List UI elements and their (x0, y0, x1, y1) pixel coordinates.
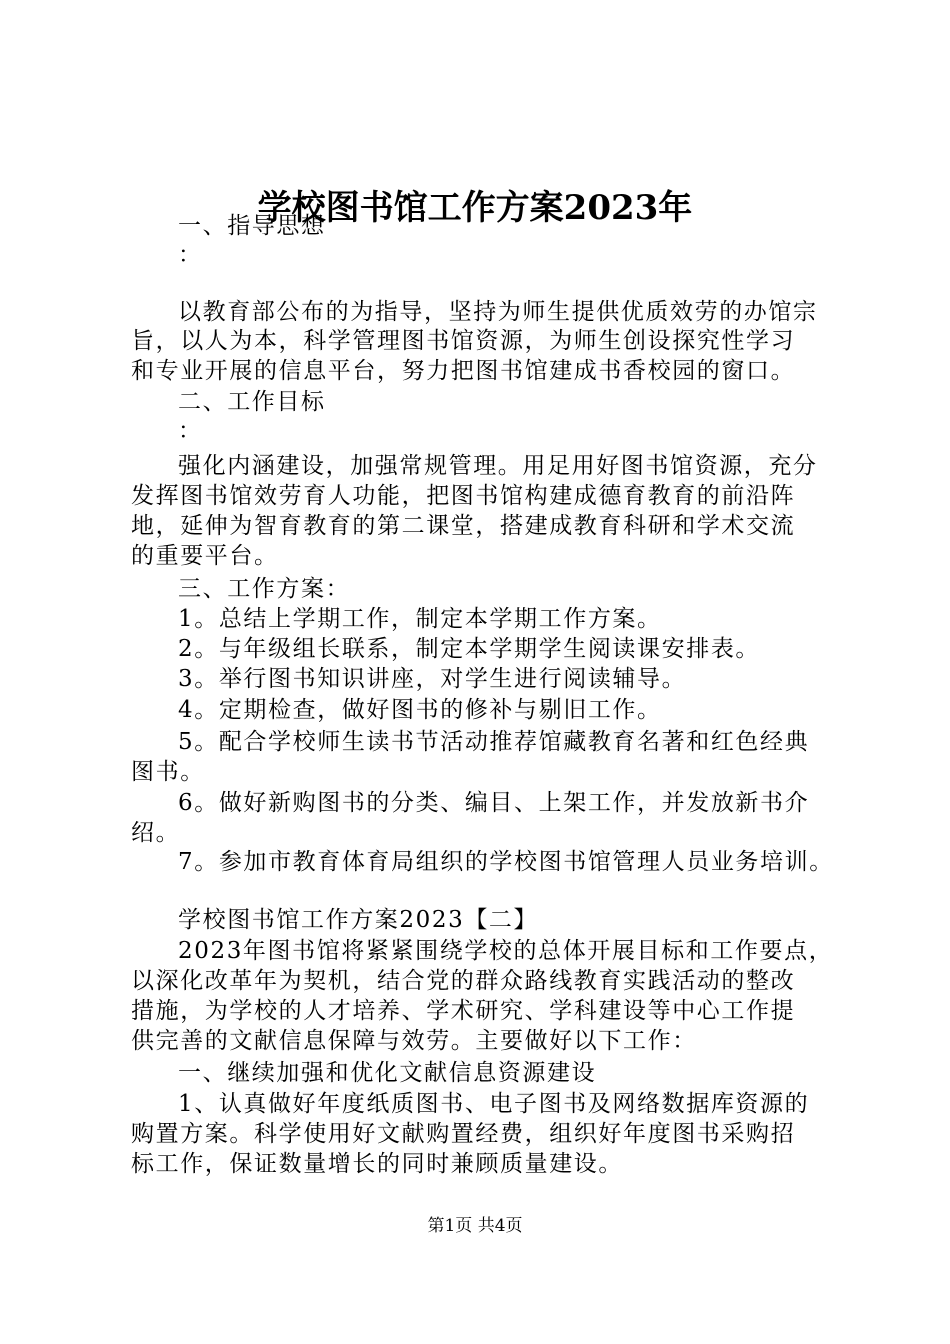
list-item: 5。配合学校师生读书节活动推荐馆藏教育名著和红色经典 (178, 729, 810, 755)
section-heading-guiding-ideology: 一、指导思想 (178, 213, 326, 239)
list-item: 1。总结上学期工作，制定本学期工作方案。 (178, 606, 662, 632)
colon-line: ： (178, 418, 203, 444)
list-item: 2。与年级组长联系，制定本学期学生阅读课安排表。 (178, 636, 761, 662)
section-heading-work-goals: 二、工作目标 (178, 389, 326, 415)
paragraph-line: 的重要平台。 (131, 543, 279, 569)
list-item-continuation: 绍。 (131, 820, 181, 846)
paragraph-line: 购置方案。科学使用好文献购置经费，组织好年度图书采购招 (131, 1121, 796, 1147)
paragraph-line: 发挥图书馆效劳育人功能，把图书馆构建成德育教育的前沿阵 (131, 483, 796, 509)
list-item: 4。定期检查，做好图书的修补与剔旧工作。 (178, 697, 662, 723)
paragraph-line: 旨，以人为本，科学管理图书馆资源，为师生创设探究性学习 (131, 328, 796, 354)
paragraph-line: 1、认真做好年度纸质图书、电子图书及网络数据库资源的 (178, 1091, 810, 1117)
paragraph-line: 地，延伸为智育教育的第二课堂，搭建成教育科研和学术交流 (131, 513, 796, 539)
paragraph-line: 以教育部公布的为指导，坚持为师生提供优质效劳的办馆宗 (178, 299, 818, 325)
colon-line: ： (178, 242, 203, 268)
section-heading-work-plan: 三、工作方案： (178, 576, 351, 602)
list-item: 7。参加市教育体育局组织的学校图书馆管理人员业务培训。 (178, 849, 834, 875)
paragraph-line: 强化内涵建设，加强常规管理。用足用好图书馆资源，充分 (178, 453, 818, 479)
paragraph-line: 2023年图书馆将紧紧围绕学校的总体开展目标和工作要点， (178, 938, 834, 964)
paragraph-line: 和专业开展的信息平台，努力把图书馆建成书香校园的窗口。 (131, 358, 796, 384)
document-title: 学校图书馆工作方案2023年 (257, 188, 693, 228)
section-heading: 一、继续加强和优化文献信息资源建设 (178, 1060, 597, 1086)
paragraph-line: 标工作，保证数量增长的同时兼顾质量建设。 (131, 1151, 623, 1177)
section-title-part-two: 学校图书馆工作方案2023【二】 (178, 907, 539, 933)
list-item: 6。做好新购图书的分类、编目、上架工作，并发放新书介 (178, 790, 810, 816)
list-item: 3。举行图书知识讲座，对学生进行阅读辅导。 (178, 666, 687, 692)
paragraph-line: 措施，为学校的人才培养、学术研究、学科建设等中心工作提 (131, 998, 796, 1024)
paragraph-line: 供完善的文献信息保障与效劳。主要做好以下工作： (131, 1028, 697, 1054)
paragraph-line: 以深化改革年为契机，结合党的群众路线教育实践活动的整改 (131, 968, 796, 994)
list-item-continuation: 图书。 (131, 759, 205, 785)
page-indicator: 第1页 共4页 (427, 1216, 523, 1236)
